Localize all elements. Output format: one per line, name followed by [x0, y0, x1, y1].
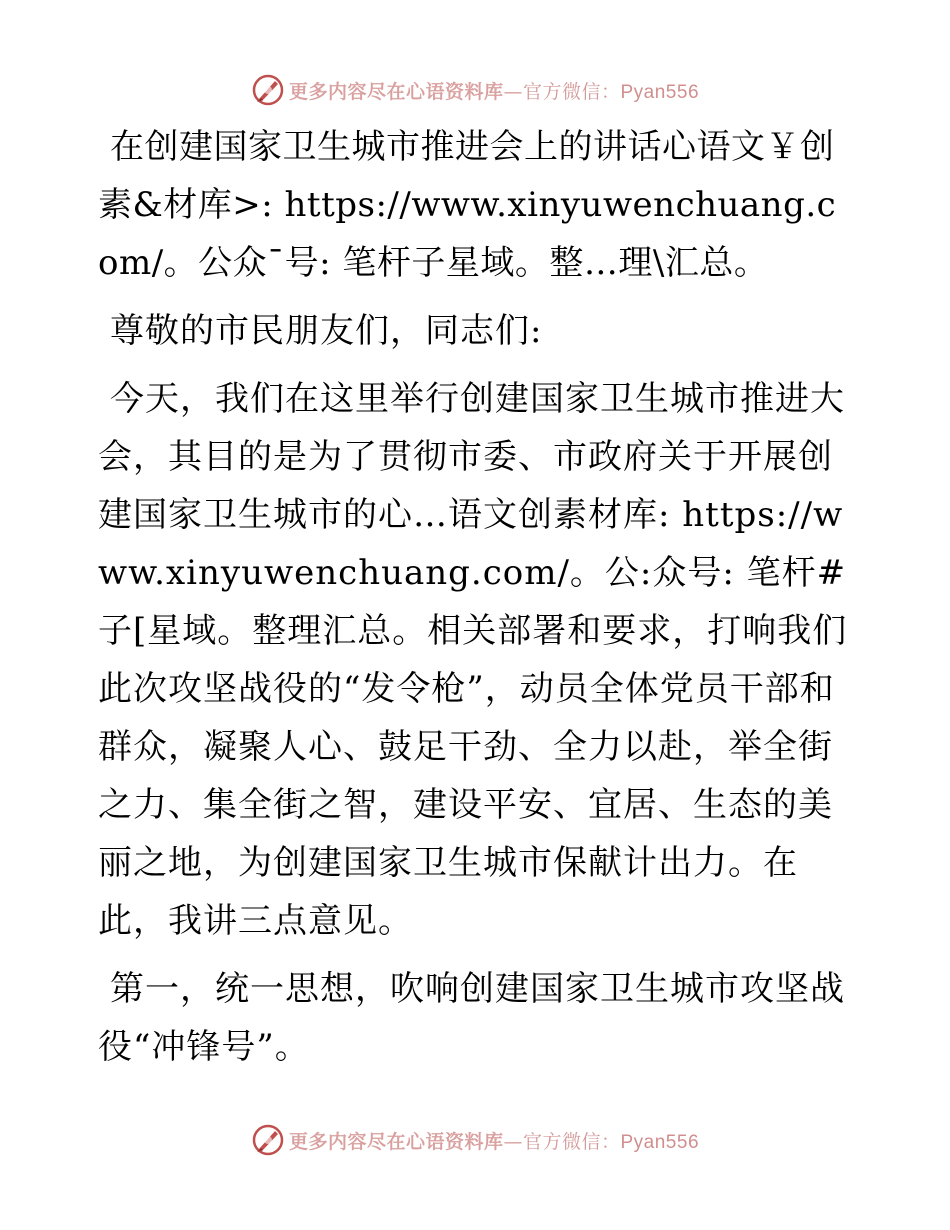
paragraph-opening: 今天，我们在这里举行创建国家卫生城市推进大会，其目的是为了贯彻市委、市政府关于开展创建国家卫生城市的心…语文创素材库: https://www.xinyuwenchuang.com/。公:众号: 笔杆#子[星域。整理汇总。相关部署和要求，打响我们此次攻坚战役的“发令枪”，动员全体党员干部和群众，凝聚人心、鼓足干劲、全力以赴，举全街之力、集全街之智，建设平安、宜居、生态的美丽之地，为创建国家卫生城市保献计出力。在此，我讲三点意见。: [98, 379, 848, 941]
watermark-text: [289, 1127, 699, 1154]
watermark-wechat-id: Pyan556: [620, 1131, 700, 1153]
document-body: [98, 118, 850, 1086]
watermark-text: [289, 77, 699, 104]
watermark-wechat-label: 官方微信：: [522, 80, 621, 103]
watermark-brand: 更多内容尽在心语资料库: [288, 80, 504, 103]
paragraph-title: 在创建国家卫生城市推进会上的讲话心语文￥创素&材库>: https://www.xinyuwenchuang.com/。公众¯号: 笔杆子星域。整…理\汇总。: [98, 127, 837, 283]
header-watermark: [0, 68, 950, 112]
watermark-separator: —: [503, 80, 523, 103]
quill-logo-icon: [251, 1123, 285, 1157]
paragraph-greeting: 尊敬的市民朋友们，同志们:: [110, 311, 543, 351]
paragraph-first-point: 第一，统一思想，吹响创建国家卫生城市攻坚战役“冲锋号”。: [98, 969, 845, 1067]
quill-logo-icon: [251, 73, 285, 107]
watermark-wechat-id: Pyan556: [620, 81, 700, 103]
watermark-wechat-label: 官方微信：: [522, 1130, 621, 1153]
watermark-separator: —: [503, 1130, 523, 1153]
footer-watermark: [0, 1118, 950, 1162]
watermark-brand: 更多内容尽在心语资料库: [288, 1130, 504, 1153]
